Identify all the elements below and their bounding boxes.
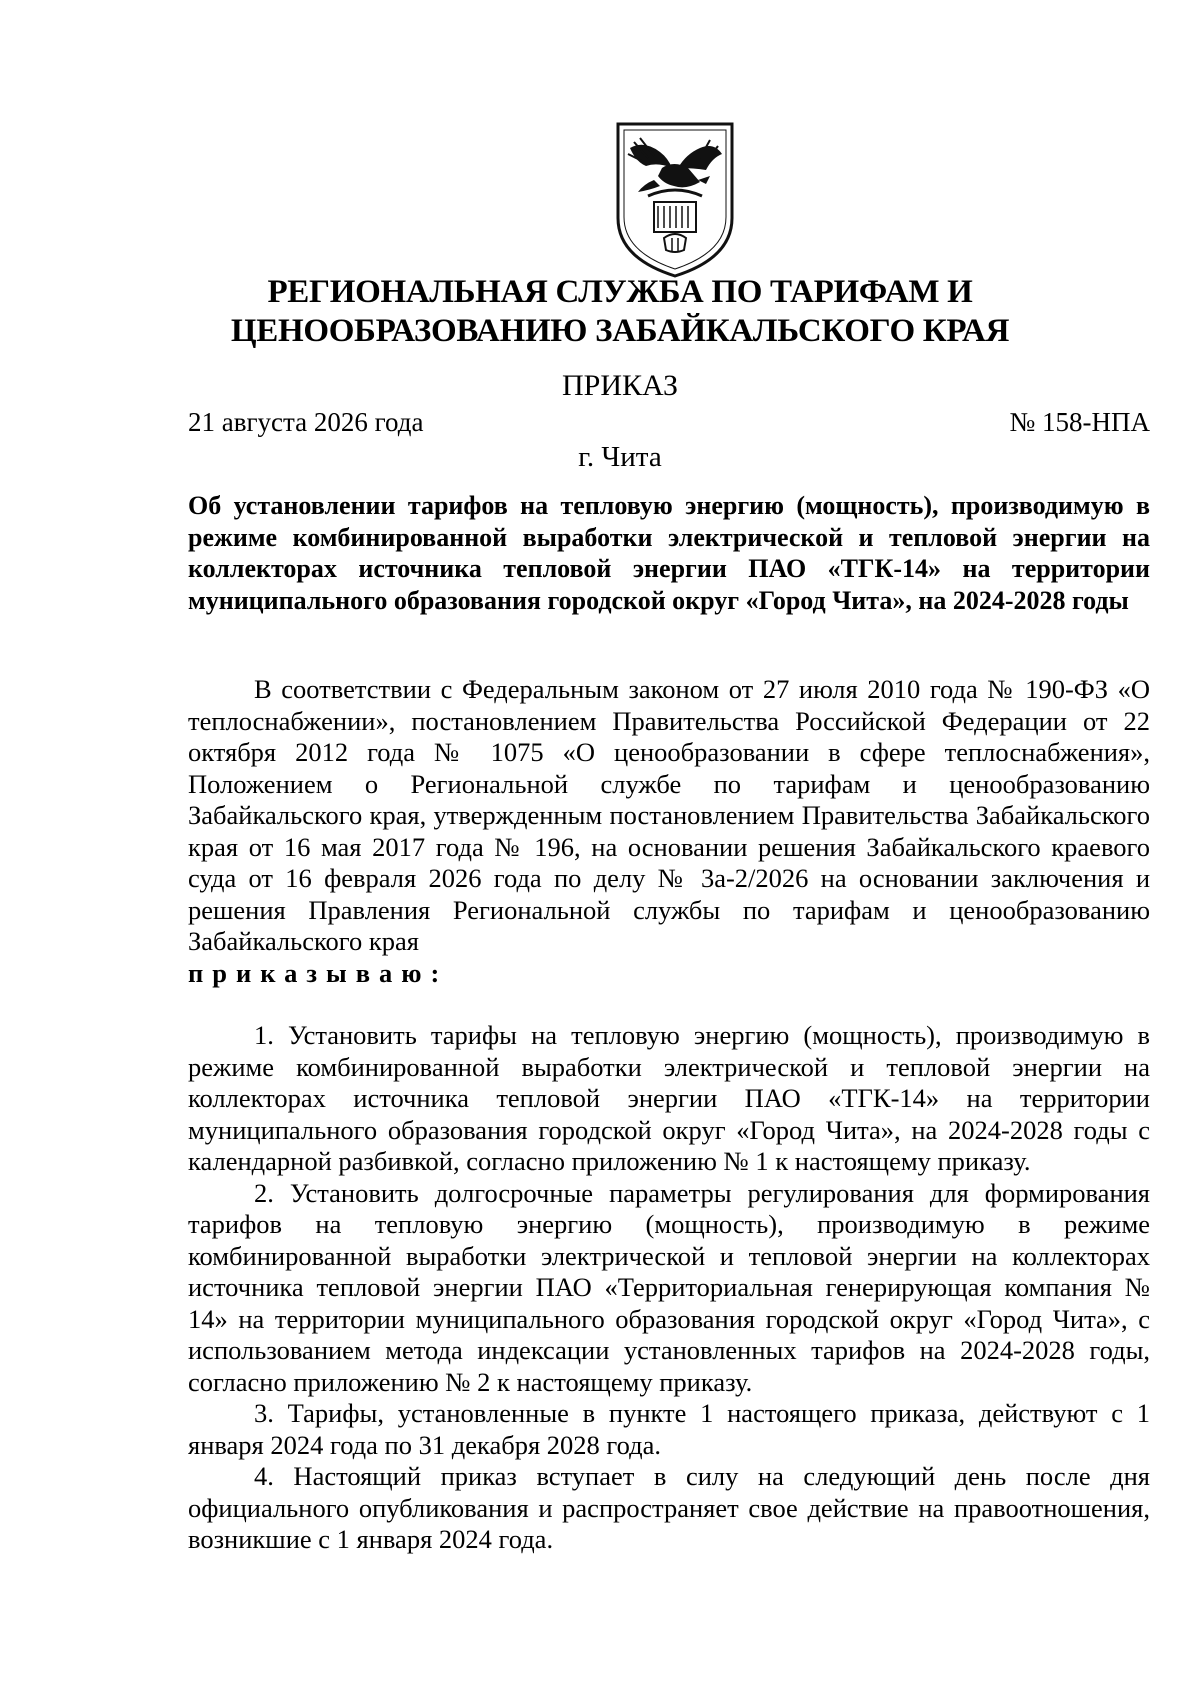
order-word: приказываю: [188, 957, 449, 988]
order-item-1: 1. Установить тарифы на тепловую энергию (мощность), производимую в режиме комбинированной выработки электрической и тепловой энергии на коллекторах источника тепловой энергии ПАО «ТГК-14» на территории муниципального образования городской округ «Город Чита», на 2024-2028 годы с календарной разбивкой, согласно приложению № 1 к настоящему приказу. [188, 1020, 1150, 1176]
coat-of-arms-icon [614, 118, 736, 280]
order-items [188, 1020, 1150, 1556]
organization-name-line-1: РЕГИОНАЛЬНАЯ СЛУЖБА ПО ТАРИФАМ И [267, 274, 973, 310]
document-number: № 158-НПА [1009, 407, 1150, 437]
document-subject: Об установлении тарифов на тепловую энергию (мощность), производимую в режиме комбинированной выработки электрической и тепловой энергии на коллекторах источника тепловой энергии ПАО «ТГК-14» на территории муниципального образования городской округ «Город Чита», на 2024-2028 годы [188, 491, 1150, 615]
document-type: ПРИКАЗ [562, 369, 678, 402]
preamble-paragraph: В соответствии с Федеральным законом от 27 июля 2010 года № 190-ФЗ «О теплоснабжении», постановлением Правительства Российской Федерации от 22 октября 2012 года № 1075 «О ценообразовании в сфере теплоснабжения», Положением о Региональной службе по тарифам и ценообразованию Забайкальского края, утвержденным постановлением Правительства Забайкальского края от 16 мая 2017 года № 196, на основании решения Забайкальского краевого суда от 16 февраля 2026 года по делу № 3а-2/2026 на основании заключения и решения Правления Региональной службы по тарифам и ценообразованию Забайкальского края [188, 674, 1150, 956]
order-item-2: 2. Установить долгосрочные параметры регулирования для формирования тарифов на тепловую энергию (мощность), производимую в режиме комбинированной выработки электрической и тепловой энергии на коллекторах источника тепловой энергии ПАО «Территориальная генерирующая компания № 14» на территории муниципального образования городской округ «Город Чита», с использованием метода индексации установленных тарифов на 2024-2028 годы, согласно приложению № 2 к настоящему приказу. [188, 1177, 1150, 1397]
document-date: 21 августа 2026 года [188, 407, 424, 437]
order-item-4: 4. Настоящий приказ вступает в силу на следующий день после дня официального опубликования и распространяет свое действие на правоотношения, возникшие с 1 января 2024 года. [188, 1461, 1150, 1554]
order-item-3: 3. Тарифы, установленные в пункте 1 настоящего приказа, действуют с 1 января 2024 года по 31 декабря 2028 года. [188, 1398, 1150, 1460]
organization-name-line-2: ЦЕНООБРАЗОВАНИЮ ЗАБАЙКАЛЬСКОГО КРАЯ [230, 313, 1010, 349]
document-body [188, 674, 1150, 1556]
document-city: г. Чита [578, 441, 662, 473]
